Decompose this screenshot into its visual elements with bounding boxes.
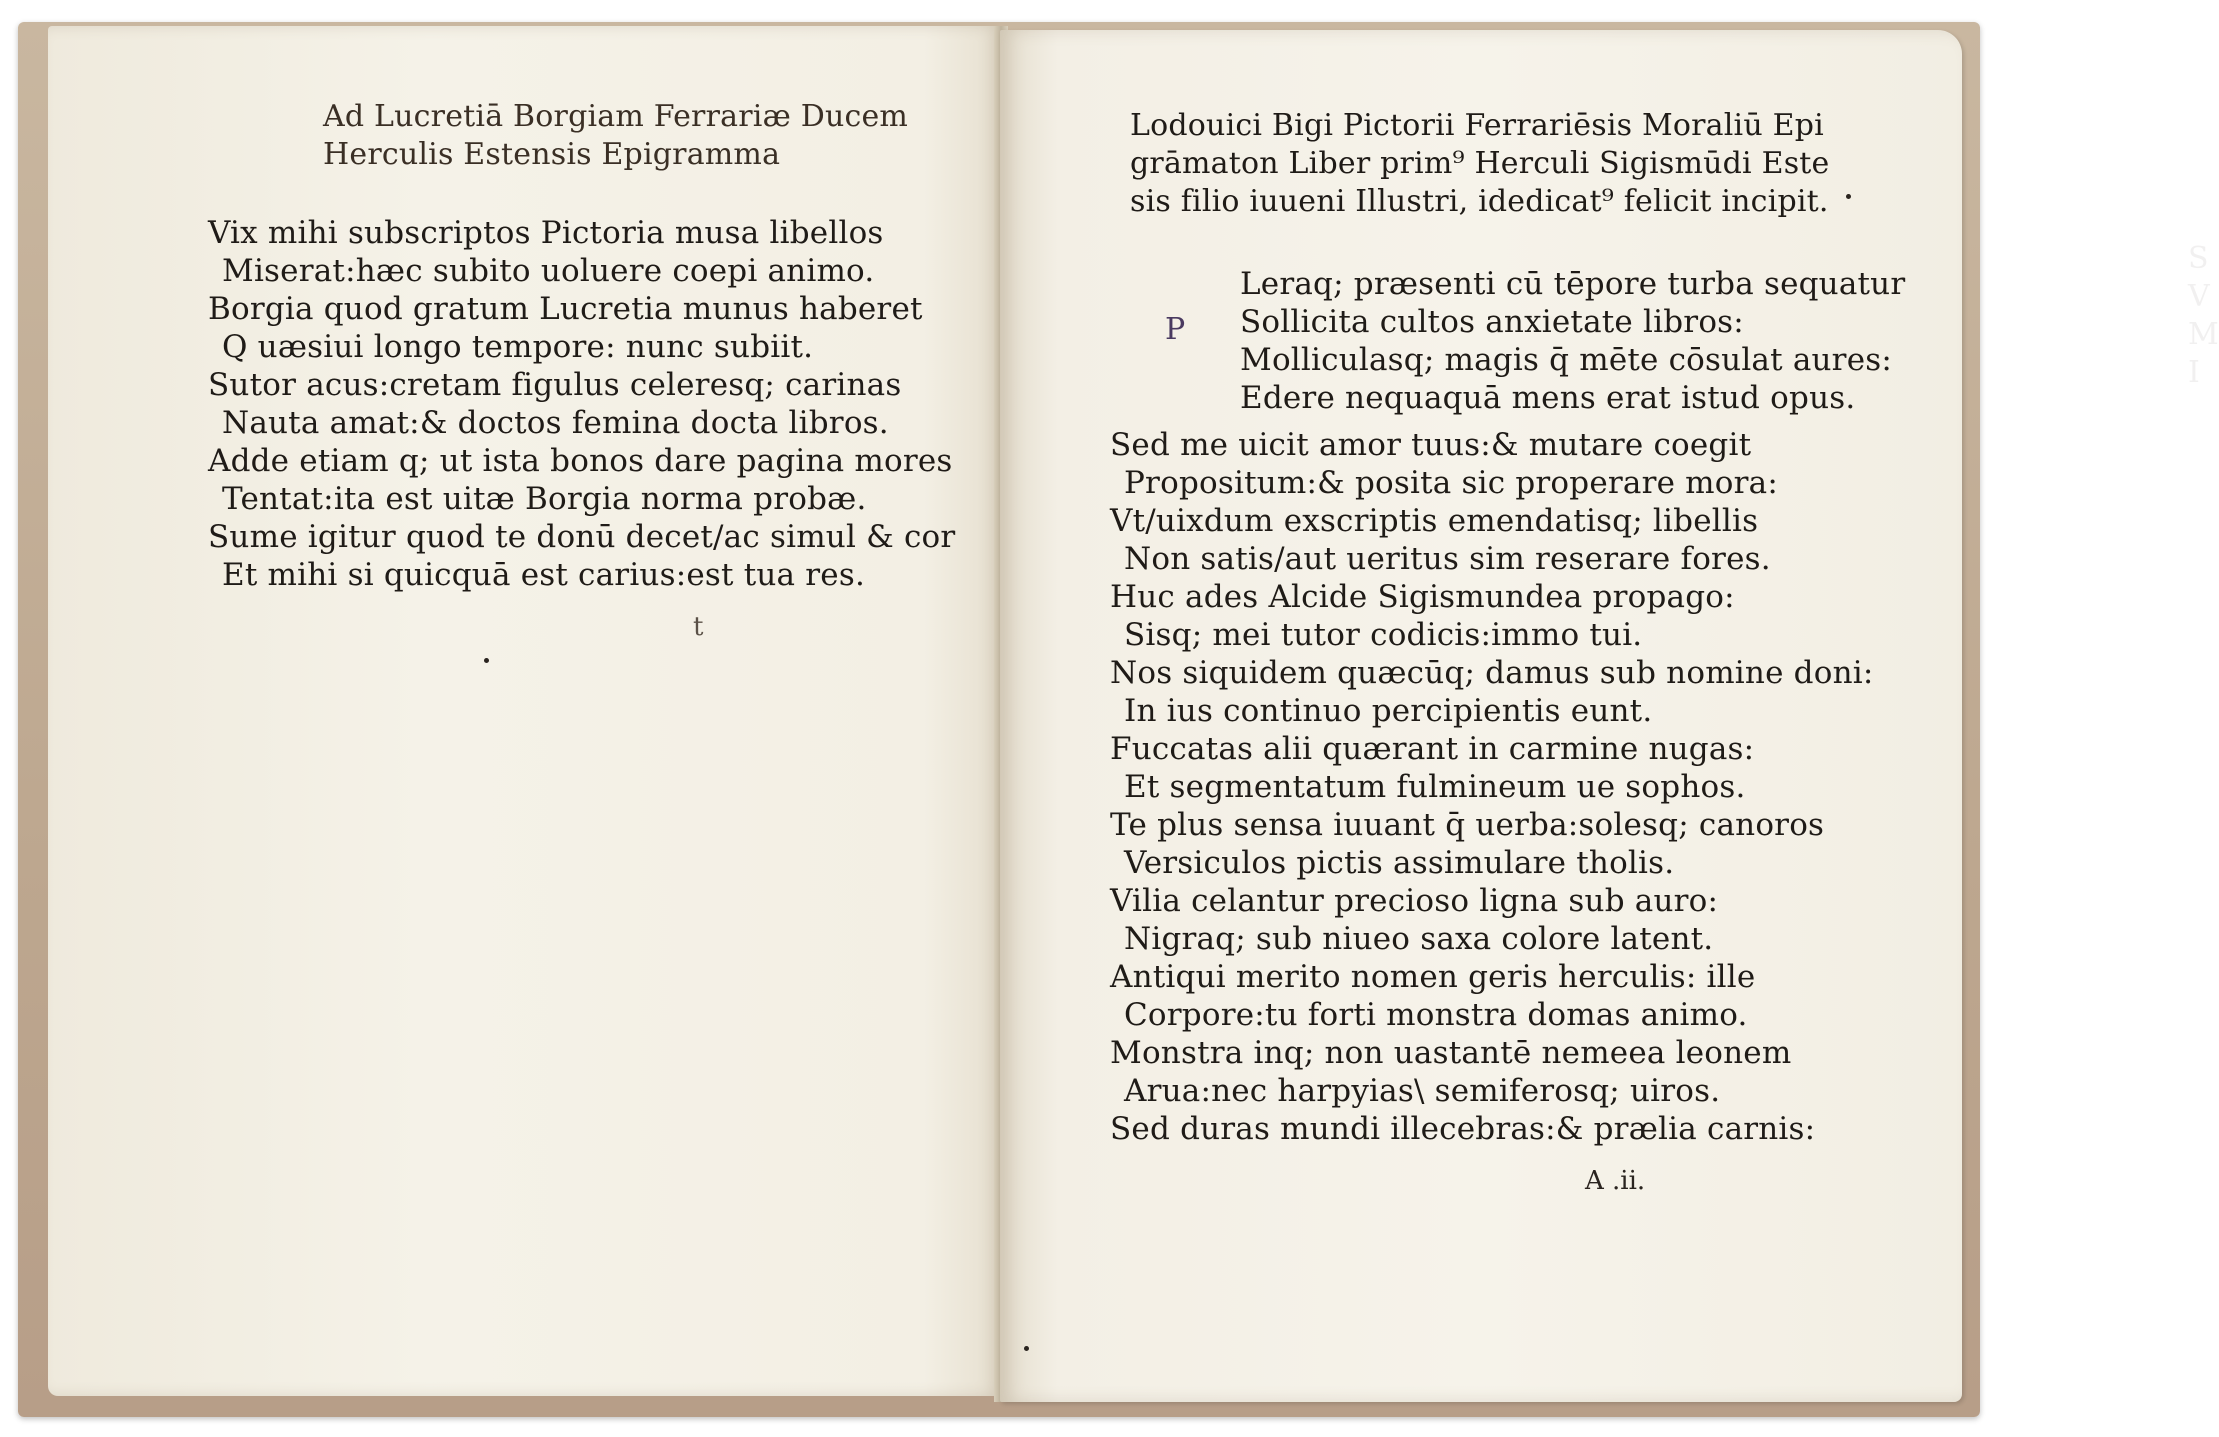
verse-line: Borgia quod gratum Lucretia munus haberet <box>208 291 923 327</box>
right-page-opening-verses <box>1240 264 1905 416</box>
verse-line: Q uæsiui longo tempore: nunc subiit. <box>222 329 814 365</box>
guide-initial: P <box>1165 312 1186 347</box>
verse-line: Leraq; præsenti cū tēpore turba sequatur <box>1240 266 1906 302</box>
left-page <box>48 26 1000 1396</box>
verse-line: Non satis/aut ueritus sim reserare fores. <box>1124 541 1771 577</box>
ink-speck <box>484 658 489 663</box>
verse-line: Huc ades Alcide Sigismundea propago: <box>1110 579 1735 615</box>
verse-line: In ius continuo percipientis eunt. <box>1124 693 1653 729</box>
verse-line: Edere nequaquā mens erat istud opus. <box>1240 380 1856 416</box>
verse-line: Monstra inq; non uastantē nemeea leonem <box>1110 1035 1792 1071</box>
verse-line: Vix mihi subscriptos Pictoria musa libellos <box>208 215 884 251</box>
verse-line: Arua:nec harpyias\ semiferosq; uiros. <box>1124 1073 1721 1109</box>
verse-line: Nigraq; sub niueo saxa colore latent. <box>1124 921 1714 957</box>
verse-line: Vilia celantur precioso ligna sub auro: <box>1110 883 1719 919</box>
verse-line: Vt/uixdum exscriptis emendatisq; libellis <box>1110 503 1759 539</box>
left-page-signature-mark: t <box>693 612 704 642</box>
verse-line: Molliculasq; magis q̄ mēte cōsulat aures: <box>1240 342 1892 378</box>
verse-line: Corpore:tu forti monstra domas animo. <box>1124 997 1748 1033</box>
right-heading-line: grāmaton Liber prim⁹ Herculi Sigismūdi Este <box>1130 146 1830 181</box>
ink-speck <box>1846 194 1851 199</box>
right-page-poem <box>1110 426 1874 1148</box>
verse-line: Sisq; mei tutor codicis:immo tui. <box>1124 617 1643 653</box>
verse-line: Nauta amat:& doctos femina docta libros. <box>222 405 889 441</box>
verse-line: Et segmentatum fulmineum ue sophos. <box>1124 769 1746 805</box>
right-heading-line: Lodouici Bigi Pictorii Ferrariēsis Moraliū Epi <box>1130 108 1824 143</box>
left-page-heading <box>323 98 908 174</box>
verse-line: Sutor acus:cretam figulus celeresq; carinas <box>208 367 902 403</box>
right-page <box>1000 30 2219 1402</box>
verse-line: Nos siquidem quæcūq; damus sub nomine doni: <box>1110 655 1874 691</box>
left-heading-line: Herculis Estensis Epigramma <box>323 137 781 172</box>
verse-line: Versiculos pictis assimulare tholis. <box>1124 845 1675 881</box>
verse-line: Sume igitur quod te donū decet/ac simul & cor <box>208 519 956 555</box>
show-through-text: S V M I <box>2188 241 2219 390</box>
verse-line: Sollicita cultos anxietate libros: <box>1240 304 1744 340</box>
left-heading-line: Ad Lucretiā Borgiam Ferrariæ Ducem <box>323 99 909 134</box>
verse-line: Antiqui merito nomen geris herculis: ille <box>1110 959 1756 995</box>
right-page-signature-mark: A .ii. <box>1585 1166 1646 1196</box>
ink-speck <box>1024 1346 1029 1351</box>
verse-line: Sed duras mundi illecebras:& prælia carnis: <box>1110 1111 1816 1147</box>
verse-line: Fuccatas alii quærant in carmine nugas: <box>1110 731 1755 767</box>
verse-line: Adde etiam q; ut ista bonos dare pagina mores <box>208 443 953 479</box>
right-page-heading <box>1130 106 1830 220</box>
verse-line: Et mihi si quicquā est carius:est tua res. <box>222 557 866 593</box>
verse-line: Tentat:ita est uitæ Borgia norma probæ. <box>222 481 867 517</box>
right-heading-line: sis filio iuueni Illustri, idedicat⁹ felicit incipit. <box>1130 184 1829 219</box>
verse-line: Propositum:& posita sic properare mora: <box>1124 465 1778 501</box>
verse-line: Miserat:hæc subito uoluere coepi animo. <box>222 253 875 289</box>
left-page-poem <box>208 214 955 594</box>
verse-line: Sed me uicit amor tuus:& mutare coegit <box>1110 427 1752 463</box>
verse-line: Te plus sensa iuuant q̄ uerba:solesq; canoros <box>1110 807 1825 843</box>
